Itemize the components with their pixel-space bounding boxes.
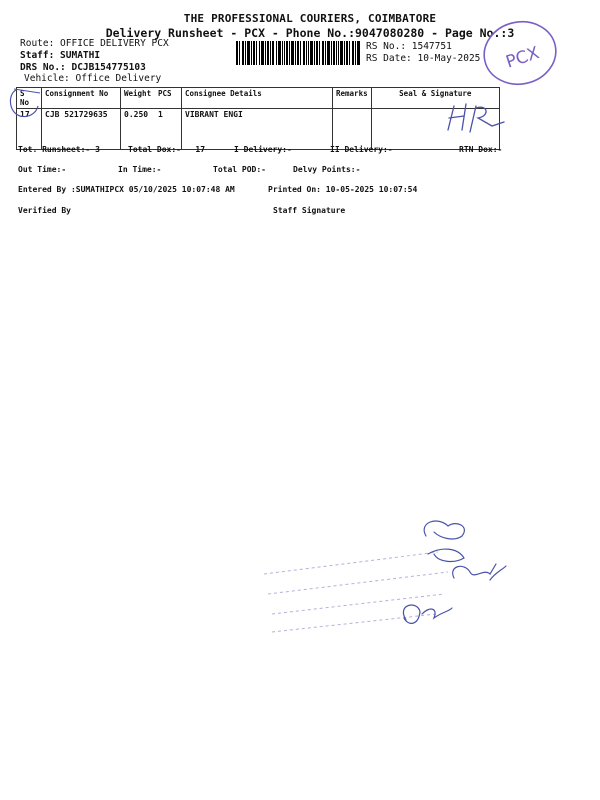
cell-remarks [333,109,372,150]
route-label: Route: OFFICE DELIVERY PCX [20,38,169,49]
ii-delivery: II Delivery:- [330,145,393,154]
cell-weight: 0.250 [121,109,156,150]
total-pod: Total POD:- [213,165,266,174]
tot-runsheet: Tot. Runsheet:- 3 [18,145,100,154]
delivery-stamp-and-signature [258,508,518,648]
handwritten-initials [440,100,530,134]
entered-by: Entered By :SUMATHIPCX 05/10/2025 10:07:48 AM [18,185,235,194]
pcx-stamp-text: PCX [503,43,542,73]
col-consignee-header: Consignee Details [182,88,333,109]
verified-by: Verified By [18,206,71,215]
total-dox: Total Dox:- 17 [128,145,206,154]
cell-consignment: CJB 521729635 [42,109,121,150]
cell-sno: 17 [17,109,42,150]
staff-signature: Staff Signature [273,206,346,215]
col-weight-header: Weight [121,88,156,109]
table-header-row [17,88,500,109]
runsheet-title: Delivery Runsheet - PCX - Phone No.:9047080280 - Page No.:3 [105,26,515,40]
rs-date: RS Date: 10-May-2025 [366,53,481,64]
vehicle-label: Vehicle: Office Delivery [24,73,162,84]
col-seal-header: Seal & Signature [371,88,499,109]
col-pcs-header: PCS [155,88,182,109]
out-time: Out Time:- [18,165,67,174]
col-remarks-header: Remarks [333,88,372,109]
barcode [236,41,360,65]
col-sno-header: S No [17,88,42,109]
company-title: THE PROFESSIONAL COURIERS, COIMBATORE [183,12,437,25]
table-row [17,109,500,150]
rtn-dox: RTN Dox:- [459,145,503,154]
printed-on: Printed On: 10-05-2025 10:07:54 [268,185,418,194]
staff-label: Staff: SUMATHI [20,50,101,61]
delvy-points: Delvy Points:- [293,165,361,174]
col-consignment-header: Consignment No [42,88,121,109]
drs-number: DRS No.: DCJB154775103 [20,62,146,73]
cell-pcs: 1 [155,109,182,150]
i-delivery: I Delivery:- [234,145,292,154]
in-time: In Time:- [118,165,162,174]
cell-consignee: VIBRANT ENGI [182,109,333,150]
runsheet-table [16,87,500,150]
pen-circle-mark [6,84,46,124]
rs-number: RS No.: 1547751 [366,41,452,52]
pcx-stamp [478,16,560,88]
